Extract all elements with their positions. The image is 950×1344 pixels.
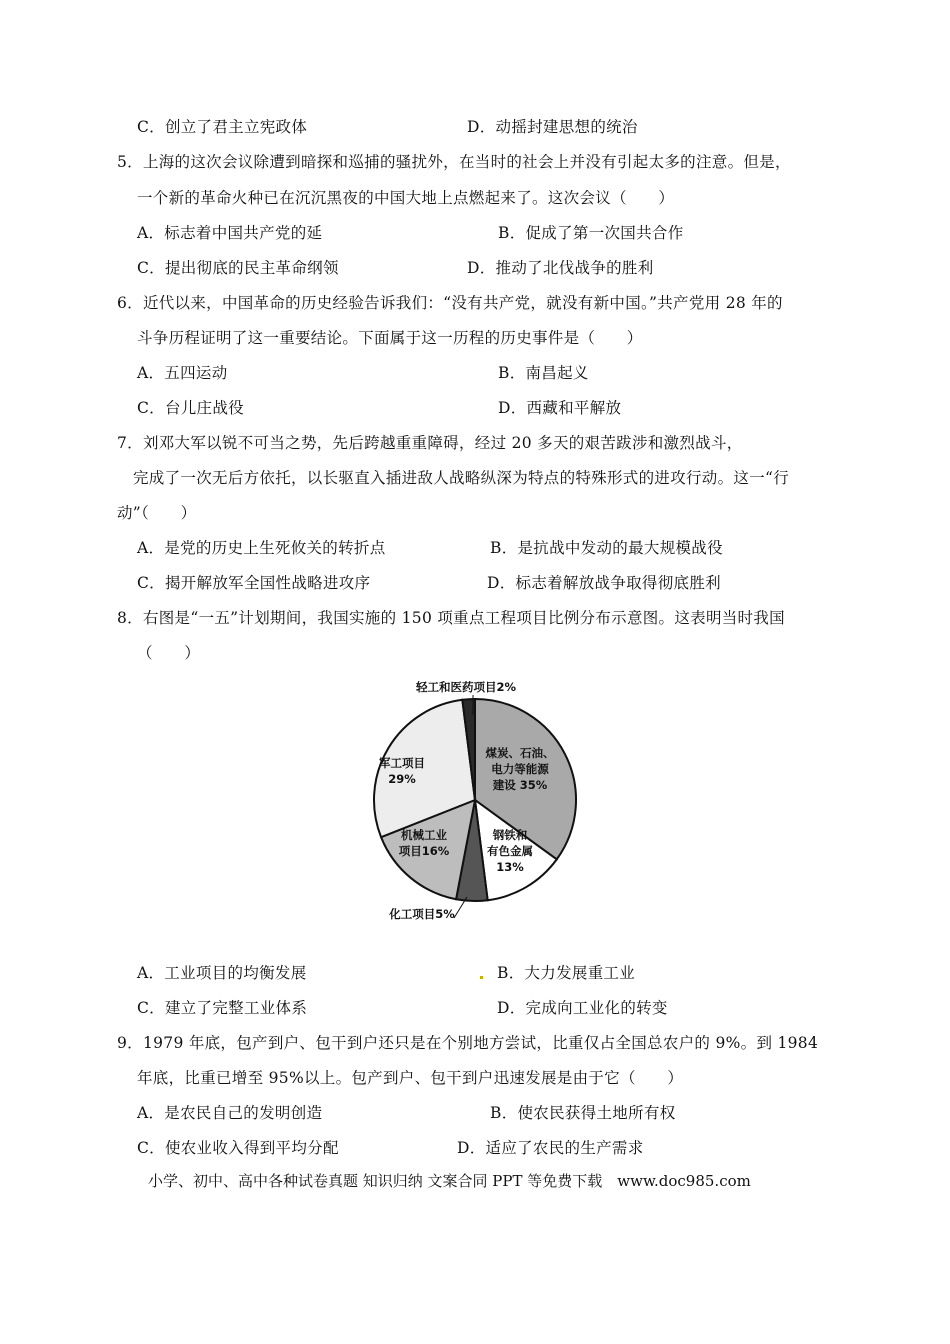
q7-option-d: D．标志着解放战争取得彻底胜利 <box>487 574 721 592</box>
q9-option-d: D．适应了农民的生产需求 <box>457 1139 644 1157</box>
pie-slice-label: 煤炭、石油、电力等能源建设 35% <box>485 746 555 792</box>
q9-option-c: C．使农业收入得到平均分配 <box>137 1139 339 1157</box>
q9-stem-line1: 9．1979 年底，包产到户、包干到户还只是在个别地方尝试，比重仅占全国总农户的 9%。到 1984 <box>117 1034 819 1052</box>
q6-stem-line1: 6．近代以来，中国革命的历史经验告诉我们：“没有共产党，就没有新中国。”共产党用 28 年的 <box>117 294 783 312</box>
q6-option-c: C．台儿庄战役 <box>137 399 244 417</box>
q5-stem-line1: 5．上海的这次会议除遭到暗探和巡捕的骚扰外，在当时的社会上并没有引起太多的注意。但是， <box>117 153 791 171</box>
q9-option-b: B．使农民获得土地所有权 <box>490 1104 676 1122</box>
q6-option-d: D．西藏和平解放 <box>498 399 622 417</box>
page-footer: 小学、初中、高中各种试卷真题 知识归纳 文案合同 PPT 等免费下载 www.doc985.com <box>148 1172 751 1190</box>
q8-stem-line1: 8．右图是“一五”计划期间，我国实施的 150 项重点工程项目比例分布示意图。这表明当时我国 <box>117 609 785 627</box>
q4-option-d: D．动摇封建思想的统治 <box>467 118 638 136</box>
q7-option-b: B．是抗战中发动的最大规模战役 <box>490 539 723 557</box>
q5-option-b: B．促成了第一次国共合作 <box>498 224 684 242</box>
q6-stem-line2: 斗争历程证明了这一重要结论。下面属于这一历程的历史事件是（ ） <box>137 329 643 347</box>
q7-stem-line3: 动”（ ） <box>117 504 197 522</box>
q4-option-c: C．创立了君主立宪政体 <box>137 118 308 136</box>
pie-slice-label: 钢铁和有色金属 13% <box>487 828 533 874</box>
q8-option-b: B．大力发展重工业 <box>497 964 636 982</box>
q9-stem-line2: 年底，比重已增至 95%以上。包产到户、包干到户迅速发展是由于它（ ） <box>137 1069 684 1087</box>
q8-option-d: D．完成向工业化的转变 <box>497 999 668 1017</box>
q5-option-c: C．提出彻底的民主革命纲领 <box>137 259 339 277</box>
q6-option-a: A．五四运动 <box>137 364 228 382</box>
q8-stem-line2: （ ） <box>137 644 201 662</box>
q8-option-c: C．建立了完整工业体系 <box>137 999 308 1017</box>
pie-slice-label: 化工项目5% <box>389 907 455 921</box>
q5-stem-line2: 一个新的革命火种已在沉沉黑夜的中国大地上点燃起来了。这次会议（ ） <box>137 189 675 207</box>
mark-dot <box>480 976 483 979</box>
pie-slice-label: 军工项目 29% <box>379 756 425 786</box>
q5-option-a: A．标志着中国共产党的延 <box>137 224 323 242</box>
q6-option-b: B．南昌起义 <box>498 364 589 382</box>
q7-stem-line1: 7．刘邓大军以锐不可当之势，先后跨越重重障碍，经过 20 多天的艰苦跋涉和激烈战斗， <box>117 434 743 452</box>
q9-option-a: A．是农民自己的发明创造 <box>137 1104 323 1122</box>
pie-slice-label: 轻工和医药项目2% <box>415 680 517 694</box>
pie-slice-label: 机械工业项目16% <box>398 828 450 858</box>
q8-option-a: A．工业项目的均衡发展 <box>137 964 307 982</box>
pie-chart <box>370 675 580 930</box>
q7-stem-line2: 完成了一次无后方依托，以长驱直入插进敌人战略纵深为特点的特殊形式的进攻行动。这一“行 <box>133 469 790 487</box>
q5-option-d: D．推动了北伐战争的胜利 <box>467 259 654 277</box>
q7-option-a: A．是党的历史上生死攸关的转折点 <box>137 539 386 557</box>
q7-option-c: C．揭开解放军全国性战略进攻序 <box>137 574 371 592</box>
